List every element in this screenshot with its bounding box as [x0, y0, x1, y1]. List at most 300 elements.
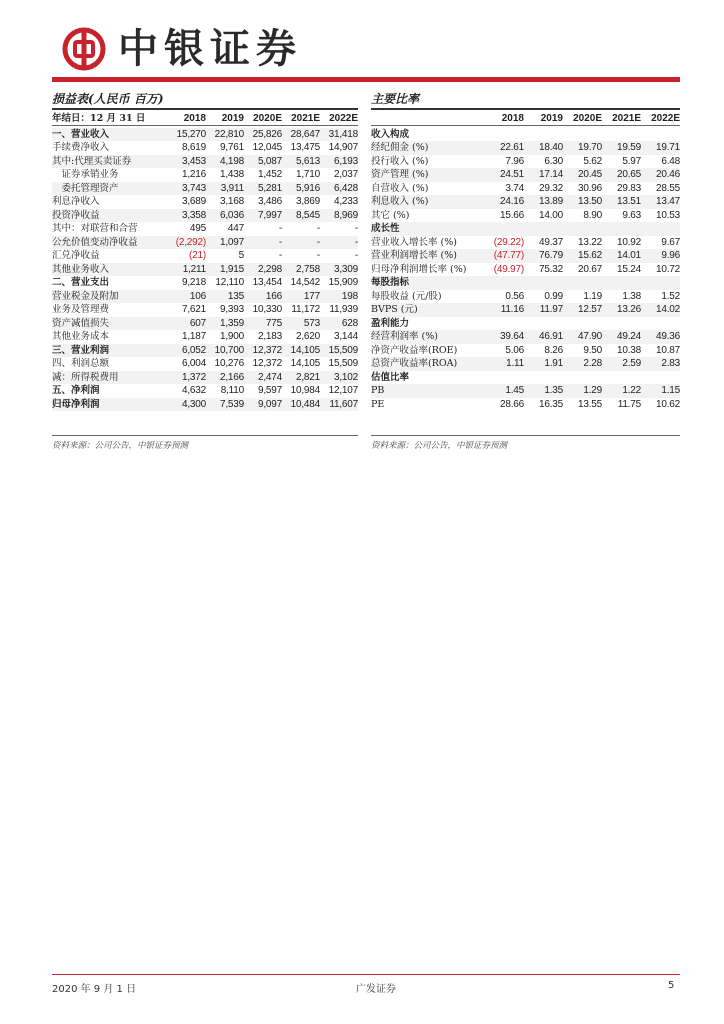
row-label: 五、净利润 [52, 385, 100, 396]
row-label: 收入构成 [371, 128, 410, 140]
row-label: 其中:代理买卖证券 [52, 155, 168, 169]
value-cell [602, 317, 641, 331]
value-cell: 1,915 [206, 263, 244, 277]
value-cell: 166 [244, 290, 282, 304]
value-cell: 14.00 [538, 209, 563, 221]
value-cell: 4,300 [168, 398, 206, 412]
value-cell [524, 128, 563, 142]
value-cell: 8,969 [320, 209, 358, 223]
value-cell: 12,107 [328, 385, 358, 396]
value-cell: 22,810 [206, 128, 244, 142]
value-cell: (2,292) [168, 236, 206, 250]
value-cell: 6,036 [206, 209, 244, 223]
value-cell: 6,428 [320, 182, 358, 196]
value-cell: (49.97) [493, 263, 524, 275]
year-header: 2022E [651, 113, 680, 124]
value-cell: 15.62 [563, 249, 602, 263]
row-label: 营业利润增长率 (%) [371, 249, 485, 263]
value-cell: 6,052 [168, 344, 206, 358]
value-cell: - [244, 236, 282, 250]
value-cell [563, 371, 602, 385]
value-cell [485, 128, 524, 142]
value-cell: 13.22 [577, 236, 602, 248]
income-statement-table [52, 112, 358, 411]
value-cell [602, 276, 641, 290]
value-cell: 2.28 [563, 357, 602, 371]
income-row [52, 290, 358, 304]
ratios-bottom-rule [371, 435, 680, 436]
value-cell [602, 222, 641, 236]
fiscal-year-end-label: 年结日：12 月 31 日 [52, 113, 146, 124]
value-cell: 10,276 [214, 358, 244, 369]
footer-date: 2020 年 9 月 1 日 [52, 984, 137, 995]
ratio-row [371, 168, 680, 182]
income-row [52, 398, 358, 412]
value-cell: 106 [168, 290, 206, 304]
value-cell [641, 317, 680, 331]
key-ratios-table [371, 112, 680, 411]
value-cell: 0.56 [505, 290, 524, 302]
value-cell: 1.29 [563, 384, 602, 398]
ratio-row [371, 141, 680, 155]
row-label: 证券承销业务 [52, 169, 119, 180]
row-label: 经纪佣金 (%) [371, 141, 485, 155]
value-cell: 2,821 [282, 371, 320, 385]
value-cell: 3,102 [320, 371, 358, 385]
value-cell: 12.57 [563, 303, 602, 317]
value-cell: 573 [282, 317, 320, 331]
value-cell: (29.22) [493, 236, 524, 248]
value-cell [524, 222, 563, 236]
value-cell: 1.19 [583, 290, 602, 302]
value-cell: 1.38 [622, 290, 641, 302]
value-cell: 10,700 [206, 344, 244, 358]
row-label: 其他业务收入 [52, 263, 168, 277]
value-cell: 1.35 [524, 384, 563, 398]
value-cell: 22.61 [485, 141, 524, 155]
row-label: 四、利润总额 [52, 358, 110, 369]
value-cell: 20.46 [641, 168, 680, 182]
row-label: 投行收入 (%) [371, 155, 429, 167]
value-cell: 11.75 [617, 398, 641, 410]
value-cell: 177 [282, 290, 320, 304]
income-row [52, 128, 358, 142]
ratio-row [371, 195, 680, 209]
value-cell: 11,172 [291, 304, 320, 315]
value-cell: 198 [320, 290, 358, 304]
value-cell: 2,474 [244, 371, 282, 385]
value-cell: 1,097 [206, 236, 244, 250]
row-label: 总资产收益率(ROA) [371, 357, 485, 371]
value-cell: 30.96 [577, 182, 602, 194]
value-cell: 2.59 [602, 357, 641, 371]
value-cell: 1.11 [485, 357, 524, 371]
value-cell: 628 [320, 317, 358, 331]
row-label: 归母净利润 [52, 398, 168, 412]
value-cell: 1,900 [219, 331, 244, 342]
income-row [52, 263, 358, 277]
year-header: 2022E [329, 113, 358, 124]
value-cell: 8,619 [181, 142, 206, 153]
brand-name: 中银证券 [118, 25, 302, 72]
ratio-row [371, 290, 680, 304]
value-cell: 11,607 [320, 398, 358, 412]
value-cell: 76.79 [524, 249, 563, 263]
value-cell: 19.71 [641, 141, 680, 155]
value-cell: 39.64 [485, 330, 524, 344]
value-cell: 135 [206, 290, 244, 304]
value-cell: 4,198 [206, 155, 244, 169]
value-cell [524, 371, 563, 385]
value-cell: 29.32 [538, 182, 563, 194]
income-bottom-rule [52, 435, 358, 436]
year-header: 2021E [612, 113, 641, 124]
ratio-row [371, 344, 680, 358]
value-cell: - [316, 250, 320, 261]
value-cell: 16.35 [538, 398, 563, 410]
value-cell: 10.72 [655, 263, 680, 275]
footer-rule [52, 974, 680, 975]
value-cell: 11.97 [524, 303, 563, 317]
value-cell: 13,475 [290, 142, 320, 153]
ratio-row [371, 384, 680, 398]
row-label: 其它 (%) [371, 209, 410, 221]
value-cell: 1,216 [181, 169, 206, 180]
income-title-rule [52, 108, 358, 110]
ratio-row [371, 398, 680, 412]
row-label: 归母净利润增长率 (%) [371, 263, 467, 275]
ratio-row [371, 182, 680, 196]
value-cell [641, 371, 680, 385]
value-cell: 18.40 [524, 141, 563, 155]
row-label: 利息净收入 [52, 196, 100, 207]
value-cell: 3,743 [168, 182, 206, 196]
income-row [52, 168, 358, 182]
income-row [52, 236, 358, 250]
value-cell [641, 276, 680, 290]
row-label: 自营收入 (%) [371, 182, 429, 194]
year-header: 2019 [221, 113, 244, 124]
value-cell [563, 276, 602, 290]
ratio-row [371, 155, 680, 169]
row-label: 每股收益 (元/股) [371, 290, 442, 302]
income-header-rule [52, 125, 358, 126]
ratio-row [371, 330, 680, 344]
value-cell: 25,826 [244, 128, 282, 142]
value-cell: 1.91 [524, 357, 563, 371]
value-cell: 1,372 [168, 371, 206, 385]
value-cell: 31,418 [320, 128, 358, 142]
row-label: 手续费净收入 [52, 142, 110, 153]
value-cell: 14.02 [641, 303, 680, 317]
value-cell [641, 128, 680, 142]
value-cell: 1,211 [168, 263, 206, 277]
value-cell: 3,358 [168, 209, 206, 223]
value-cell: 5,087 [244, 155, 282, 169]
income-row [52, 195, 358, 209]
value-cell: 24.51 [485, 168, 524, 182]
value-cell: 607 [168, 317, 206, 331]
row-label: 投资净收益 [52, 209, 168, 223]
ratio-row [371, 317, 680, 331]
value-cell: 14,542 [290, 277, 320, 288]
value-cell: - [278, 250, 282, 261]
page-number: 5 [668, 980, 675, 991]
value-cell: 19.70 [563, 141, 602, 155]
row-label: 其中：对联营和合营 [52, 223, 138, 234]
value-cell: 2,037 [333, 169, 358, 180]
value-cell: 19.59 [602, 141, 641, 155]
row-label: 估值比率 [371, 371, 410, 383]
value-cell: 6,004 [181, 358, 206, 369]
row-label: 营业税金及附加 [52, 290, 168, 304]
value-cell: 10.53 [655, 209, 680, 221]
value-cell: 10,330 [252, 304, 282, 315]
value-cell: 1,452 [257, 169, 282, 180]
value-cell: 12,372 [252, 358, 282, 369]
value-cell [524, 317, 563, 331]
value-cell [485, 276, 524, 290]
value-cell: 9,218 [181, 277, 206, 288]
value-cell: 3,168 [219, 196, 244, 207]
value-cell: 7,539 [206, 398, 244, 412]
value-cell: 1.45 [485, 384, 524, 398]
row-label: 利息收入 (%) [371, 195, 485, 209]
row-label: 经营利润率 (%) [371, 330, 485, 344]
value-cell: 10.92 [616, 236, 641, 248]
value-cell: 2,758 [282, 263, 320, 277]
row-label: 其他业务成本 [52, 331, 110, 342]
value-cell: - [282, 236, 320, 250]
ratio-row [371, 263, 680, 277]
value-cell: 14,907 [328, 142, 358, 153]
year-header: 2018 [501, 113, 524, 124]
year-header: 2020E [253, 113, 282, 124]
value-cell: 10.62 [655, 398, 680, 410]
value-cell: 0.99 [544, 290, 563, 302]
income-row [52, 330, 358, 344]
value-cell: 3,144 [333, 331, 358, 342]
value-cell: 28.55 [655, 182, 680, 194]
value-cell: 13.47 [641, 195, 680, 209]
value-cell: 5,281 [244, 182, 282, 196]
value-cell: 13.26 [602, 303, 641, 317]
row-label: 盈利能力 [371, 317, 410, 329]
income-statement-title: 损益表(人民币 百万) [52, 92, 164, 106]
value-cell: 2,183 [257, 331, 282, 342]
value-cell: - [354, 223, 358, 234]
header-red-bar [52, 77, 680, 82]
income-row [52, 276, 358, 290]
value-cell: 2,166 [206, 371, 244, 385]
value-cell: 7,621 [181, 304, 206, 315]
value-cell: 9,597 [257, 385, 282, 396]
row-label: 业务及管理费 [52, 304, 110, 315]
value-cell: 3,869 [295, 196, 320, 207]
value-cell: 46.91 [524, 330, 563, 344]
value-cell: 5.62 [583, 155, 602, 167]
value-cell: 28.66 [499, 398, 524, 410]
row-label: 汇兑净收益 [52, 250, 100, 261]
row-label: 三、营业利润 [52, 344, 168, 358]
income-row [52, 249, 358, 263]
value-cell: 1.52 [661, 290, 680, 302]
value-cell: 12,045 [252, 142, 282, 153]
value-cell: 3,486 [257, 196, 282, 207]
value-cell: 7,997 [244, 209, 282, 223]
value-cell: 9.50 [583, 344, 602, 356]
value-cell: 8.90 [583, 209, 602, 221]
row-label: PB [371, 384, 485, 398]
value-cell: 11,939 [329, 304, 358, 315]
income-source-note: 资料来源：公司公告，中银证券预测 [52, 441, 189, 451]
row-label: 成长性 [371, 222, 485, 236]
value-cell: 5.06 [505, 344, 524, 356]
value-cell: 9,097 [244, 398, 282, 412]
income-row [52, 317, 358, 331]
value-cell: 8.26 [544, 344, 563, 356]
value-cell: 1,438 [219, 169, 244, 180]
value-cell [602, 371, 641, 385]
value-cell: 17.14 [524, 168, 563, 182]
row-label: 二、营业支出 [52, 277, 110, 288]
ratio-row [371, 222, 680, 236]
ratios-title-rule [371, 108, 680, 110]
value-cell: 3,911 [206, 182, 244, 196]
value-cell [602, 128, 641, 142]
value-cell: 7.96 [505, 155, 524, 167]
value-cell: 14,105 [282, 344, 320, 358]
value-cell: 775 [244, 317, 282, 331]
value-cell: 6.48 [661, 155, 680, 167]
row-label: 公允价值变动净收益 [52, 236, 168, 250]
income-row [52, 209, 358, 223]
income-row [52, 303, 358, 317]
ratio-row [371, 303, 680, 317]
value-cell: 3.74 [505, 182, 524, 194]
row-label: 一、营业收入 [52, 128, 168, 142]
value-cell: 15.24 [616, 263, 641, 275]
ratio-row [371, 128, 680, 142]
value-cell: 20.67 [577, 263, 602, 275]
value-cell: - [320, 236, 358, 250]
value-cell: 1,710 [295, 169, 320, 180]
value-cell: 75.32 [538, 263, 563, 275]
value-cell: - [316, 223, 320, 234]
ratio-row [371, 371, 680, 385]
row-label: 减：所得税费用 [52, 371, 168, 385]
value-cell: 3,309 [320, 263, 358, 277]
value-cell: 13.51 [602, 195, 641, 209]
value-cell: 13.55 [577, 398, 602, 410]
value-cell: 12,372 [244, 344, 282, 358]
income-row [52, 141, 358, 155]
key-ratios-title: 主要比率 [371, 92, 420, 106]
value-cell: 6,193 [320, 155, 358, 169]
value-cell: 5.97 [622, 155, 641, 167]
value-cell: 9.96 [641, 249, 680, 263]
income-row [52, 222, 358, 236]
value-cell: 49.37 [538, 236, 563, 248]
year-header: 2018 [183, 113, 206, 124]
ratios-header-rule [371, 125, 680, 126]
ratio-row [371, 276, 680, 290]
income-row [52, 357, 358, 371]
value-cell: 28,647 [282, 128, 320, 142]
value-cell: 8,110 [220, 385, 244, 396]
value-cell: 12,110 [215, 277, 244, 288]
value-cell: 47.90 [563, 330, 602, 344]
year-header: 2021E [291, 113, 320, 124]
value-cell: 9.63 [622, 209, 641, 221]
value-cell: (21) [189, 250, 206, 261]
value-cell: (47.77) [485, 249, 524, 263]
row-label: 资产减值损失 [52, 317, 168, 331]
value-cell: 29.83 [616, 182, 641, 194]
income-row [52, 182, 358, 196]
value-cell: 11.16 [485, 303, 524, 317]
value-cell: 4,233 [333, 196, 358, 207]
row-label: PE [371, 398, 385, 410]
value-cell: 14,105 [290, 358, 320, 369]
value-cell [485, 371, 524, 385]
value-cell: 49.24 [602, 330, 641, 344]
value-cell [641, 222, 680, 236]
value-cell: 447 [227, 223, 244, 234]
value-cell: 3,689 [181, 196, 206, 207]
value-cell: 15,509 [320, 344, 358, 358]
value-cell: 1,187 [181, 331, 206, 342]
value-cell [524, 276, 563, 290]
value-cell: 13,454 [252, 277, 282, 288]
row-label: BVPS (元) [371, 303, 485, 317]
row-label: 委托管理资产 [52, 182, 168, 196]
ratio-row [371, 357, 680, 371]
value-cell: 9.67 [661, 236, 680, 248]
value-cell: 9,761 [219, 142, 244, 153]
footer-company: 广发证券 [356, 984, 396, 995]
value-cell: 1.15 [641, 384, 680, 398]
income-row [52, 371, 358, 385]
row-label: 营业收入增长率 (%) [371, 236, 457, 248]
value-cell: 15,270 [168, 128, 206, 142]
value-cell: 4,632 [181, 385, 206, 396]
value-cell: 5,613 [282, 155, 320, 169]
ratios-source-note: 资料来源：公司公告，中银证券预测 [371, 441, 508, 451]
ratio-row [371, 209, 680, 223]
value-cell: 5,916 [282, 182, 320, 196]
value-cell [563, 128, 602, 142]
value-cell: - [278, 223, 282, 234]
value-cell: 495 [189, 223, 206, 234]
value-cell: 1,359 [206, 317, 244, 331]
value-cell [485, 317, 524, 331]
value-cell: 20.45 [563, 168, 602, 182]
value-cell: 15,909 [328, 277, 358, 288]
value-cell: 3,453 [168, 155, 206, 169]
value-cell: 15,509 [328, 358, 358, 369]
value-cell: 2,620 [295, 331, 320, 342]
value-cell: 5 [238, 250, 244, 261]
value-cell: 10.87 [655, 344, 680, 356]
value-cell: 10,984 [290, 385, 320, 396]
row-label: 每股指标 [371, 276, 485, 290]
value-cell: 9,393 [219, 304, 244, 315]
income-row [52, 384, 358, 398]
row-label: 资产管理 (%) [371, 168, 485, 182]
value-cell: 1.22 [602, 384, 641, 398]
value-cell: 14.01 [602, 249, 641, 263]
